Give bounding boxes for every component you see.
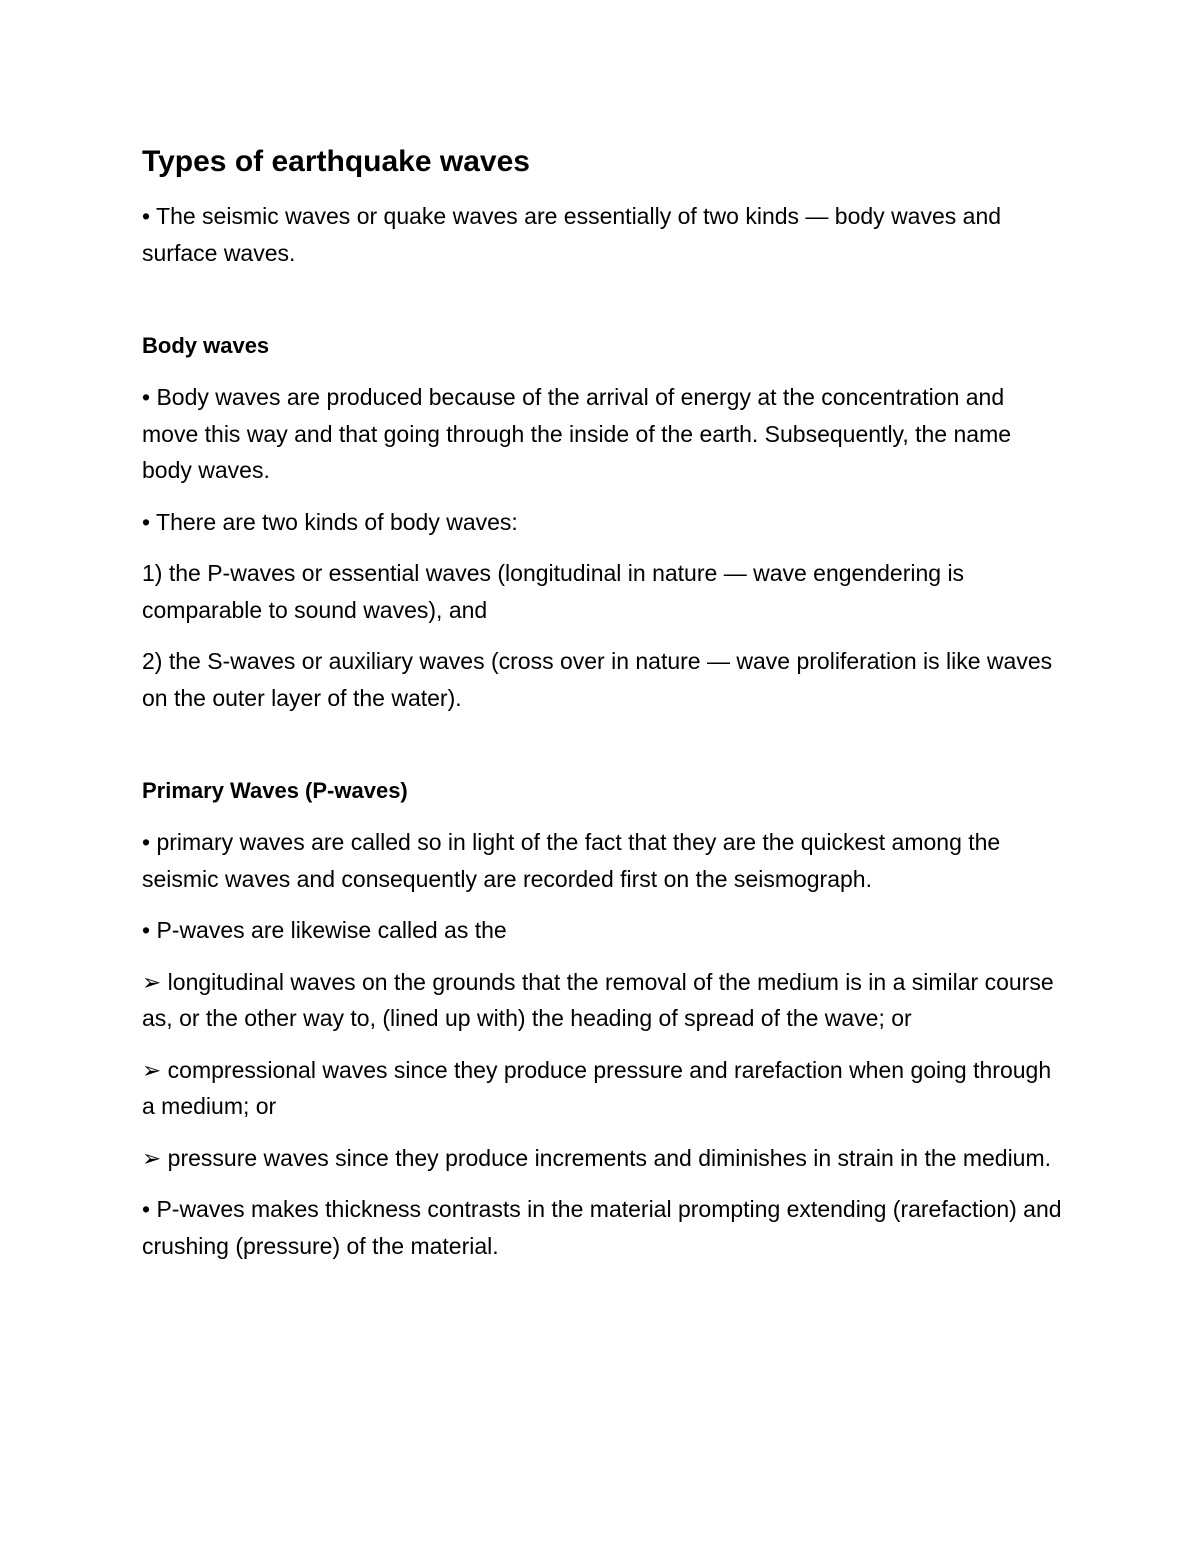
primary-waves-paragraph: • P-waves makes thickness contrasts in the material prompting extending (rarefaction) and crushing (pressure) of the material. [142, 1196, 1062, 1259]
document-title: Types of earthquake waves [142, 145, 530, 178]
section-spacer [142, 731, 1062, 773]
body-waves-heading: Body waves [142, 333, 270, 358]
body-waves-paragraph: • There are two kinds of body waves: [142, 508, 518, 535]
primary-waves-paragraph: • P-waves are likewise called as the [142, 917, 507, 943]
section-spacer [142, 286, 1062, 328]
body-waves-paragraph: • Body waves are produced because of the arrival of energy at the concentration and move this way and that going through the inside of the earth. Subsequently, the name body waves. [142, 384, 1012, 483]
body-waves-list-item: 2) the S-waves or auxiliary waves (cross over in nature — wave proliferation is like waves on the outer layer of the water). [142, 648, 1053, 711]
document-content [142, 140, 1062, 1279]
primary-waves-arrow-item: ➢ compressional waves since they produce pressure and rarefaction when going through a medium; or [142, 1056, 1052, 1119]
primary-waves-paragraph: • primary waves are called so in light of the fact that they are the quickest among the seismic waves and consequently are recorded first on the seismograph. [142, 829, 1001, 892]
primary-waves-arrow-item: ➢ longitudinal waves on the grounds that the removal of the medium is in a similar course as, or the other way to, (lined up with) the heading of spread of the wave; or [142, 968, 1054, 1031]
body-waves-list-item: 1) the P-waves or essential waves (longitudinal in nature — wave engendering is comparable to sound waves), and [142, 560, 965, 623]
primary-waves-arrow-item: ➢ pressure waves since they produce increments and diminishes in strain in the medium. [142, 1144, 1052, 1171]
intro-paragraph: • The seismic waves or quake waves are essentially of two kinds — body waves and surface waves. [142, 203, 1002, 266]
primary-waves-heading: Primary Waves (P-waves) [142, 778, 408, 803]
